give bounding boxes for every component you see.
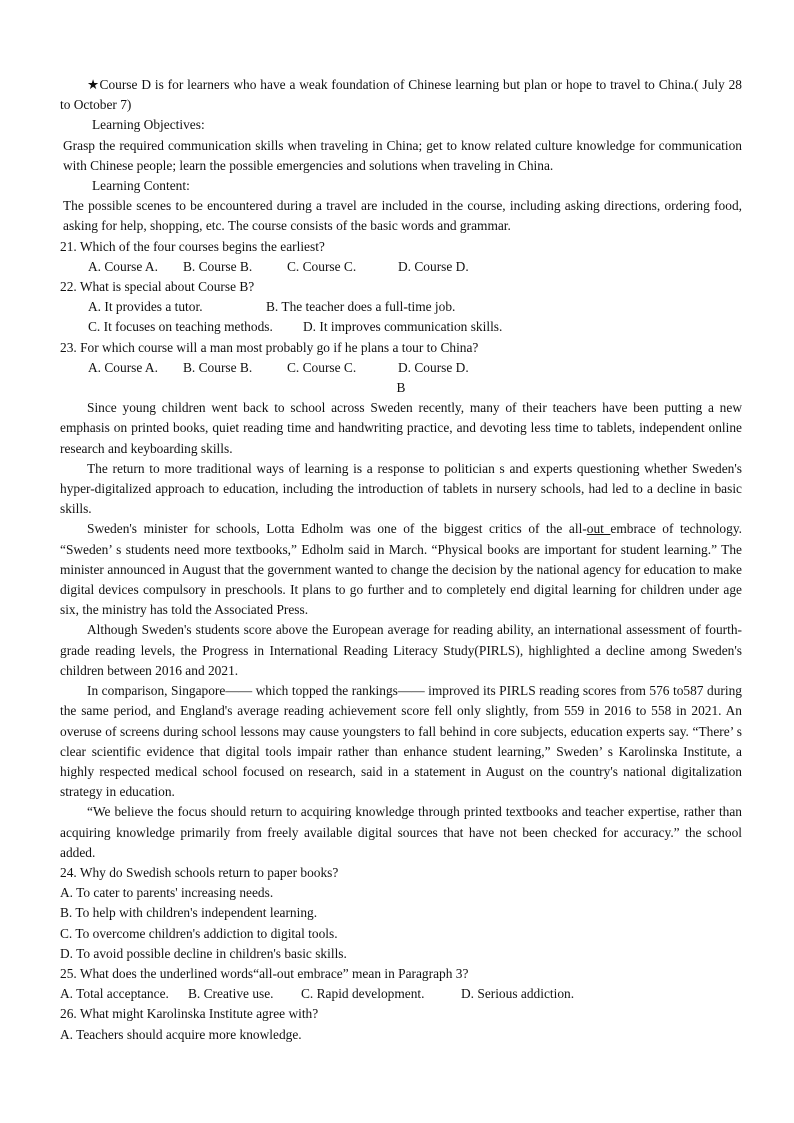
option-23-c: C. Course C.	[287, 359, 357, 375]
option-25-d: D. Serious addiction.	[461, 986, 575, 1002]
section-b-label: B	[396, 380, 406, 396]
course-d-intro: ★Course D is for learners who have a weak foundation of Chinese learning but plan or hope to travel to China.( July 28 to October 7)	[60, 77, 742, 113]
content-text: The possible scenes to be encountered during a travel are included in the course, including asking directions, ordering food, asking for help, shopping, etc. The course consists of the basic words and grammar.	[63, 198, 742, 234]
option-25-a: A. Total acceptance.	[60, 986, 169, 1002]
option-22-a: A. It provides a tutor.	[88, 299, 203, 315]
question-22: 22. What is special about Course B?	[60, 279, 255, 295]
option-24-c: C. To overcome children's addiction to digital tools.	[60, 925, 338, 941]
option-24-b: B. To help with children's independent learning.	[60, 905, 318, 921]
option-21-a: A. Course A.	[88, 258, 158, 274]
options-25	[60, 984, 742, 1004]
option-23-d: D. Course D.	[398, 359, 469, 375]
option-26-a: A. Teachers should acquire more knowledge.	[60, 1026, 302, 1042]
options-22-row2	[60, 317, 742, 337]
paragraph-3-start: Sweden's minister for schools, Lotta Edholm was one of the biggest critics of the all-	[87, 521, 587, 537]
objectives-text: Grasp the required communication skills when traveling in China; get to know related culture knowledge for communication with Chinese people; learn the possible emergencies and solutions when traveling in China.	[63, 137, 742, 173]
options-21	[60, 257, 742, 277]
paragraph-3-rest: embrace of technology. “Sweden’ s students need more textbooks,” Edholm said in March. “Physical books are important for student learning.” The minister announced in August that the government wanted to change the decision by the national agency for education to make digital devices compulsory in preschools. It plans to go further and to completely end digital learning for children under age six, the ministry has told the Associated Press.	[60, 521, 742, 618]
passage-b-paragraph-6: “We believe the focus should return to acquiring knowledge through printed textbooks and teacher expertise, rather than acquiring knowledge primarily from freely available digital sources that have not been checked for accuracy.” the school added.	[60, 804, 742, 860]
question-23: 23. For which course will a man most probably go if he plans a tour to China?	[60, 339, 479, 355]
option-22-d: D. It improves communication skills.	[303, 319, 503, 335]
option-22-b: B. The teacher does a full-time job.	[266, 299, 456, 315]
option-22-c: C. It focuses on teaching methods.	[88, 319, 273, 335]
question-24: 24. Why do Swedish schools return to paper books?	[60, 864, 339, 880]
passage-b-paragraph-3	[60, 519, 742, 620]
option-21-b: B. Course B.	[183, 258, 253, 274]
passage-b-paragraph-1: Since young children went back to school across Sweden recently, many of their teachers have been putting a new emphasis on printed books, quiet reading time and handwriting practice, and devoting less time to tablets, independent online research and keyboarding skills.	[60, 400, 742, 456]
passage-b-paragraph-4: Although Sweden's students score above the European average for reading ability, an international assessment of fourth-grade reading levels, the Progress in International Reading Literacy Study(PIRLS), highlighted a decline among Sweden's children between 2016 and 2021.	[60, 622, 742, 678]
question-25: 25. What does the underlined words“all-out embrace” mean in Paragraph 3?	[60, 965, 469, 981]
question-21: 21. Which of the four courses begins the earliest?	[60, 238, 325, 254]
exam-page	[60, 75, 742, 1045]
options-22-row1	[60, 297, 742, 317]
option-23-a: A. Course A.	[88, 359, 158, 375]
option-25-b: B. Creative use.	[188, 986, 274, 1002]
options-23	[60, 358, 742, 378]
option-21-d: D. Course D.	[398, 258, 469, 274]
option-24-a: A. To cater to parents' increasing needs.	[60, 885, 274, 901]
underlined-word: out	[586, 521, 611, 537]
option-21-c: C. Course C.	[287, 258, 357, 274]
option-24-d: D. To avoid possible decline in children's basic skills.	[60, 945, 347, 961]
content-heading: Learning Content:	[92, 178, 190, 194]
objectives-heading: Learning Objectives:	[92, 117, 205, 133]
option-23-b: B. Course B.	[183, 359, 253, 375]
question-26: 26. What might Karolinska Institute agree with?	[60, 1006, 319, 1022]
option-25-c: C. Rapid development.	[301, 986, 425, 1002]
passage-b-paragraph-5: In comparison, Singapore—— which topped the rankings—— improved its PIRLS reading scores from 576 to587 during the same period, and England's average reading achievement score fell only slightly, from 559 in 2016 to 558 in 2021. An overuse of screens during school lessons may cause youngsters to fall behind in core subjects, education experts say. “There’ s clear scientific evidence that digital tools impair rather than enhance student learning,” Sweden’ s Karolinska Institute, a highly respected medical school focused on research, said in a statement in August on the country's national digitalization strategy in education.	[60, 683, 742, 800]
passage-b-paragraph-2: The return to more traditional ways of learning is a response to politician s and experts questioning whether Sweden's hyper-digitalized approach to education, including the introduction of tablets in nursery schools, had led to a decline in basic skills.	[60, 460, 742, 517]
